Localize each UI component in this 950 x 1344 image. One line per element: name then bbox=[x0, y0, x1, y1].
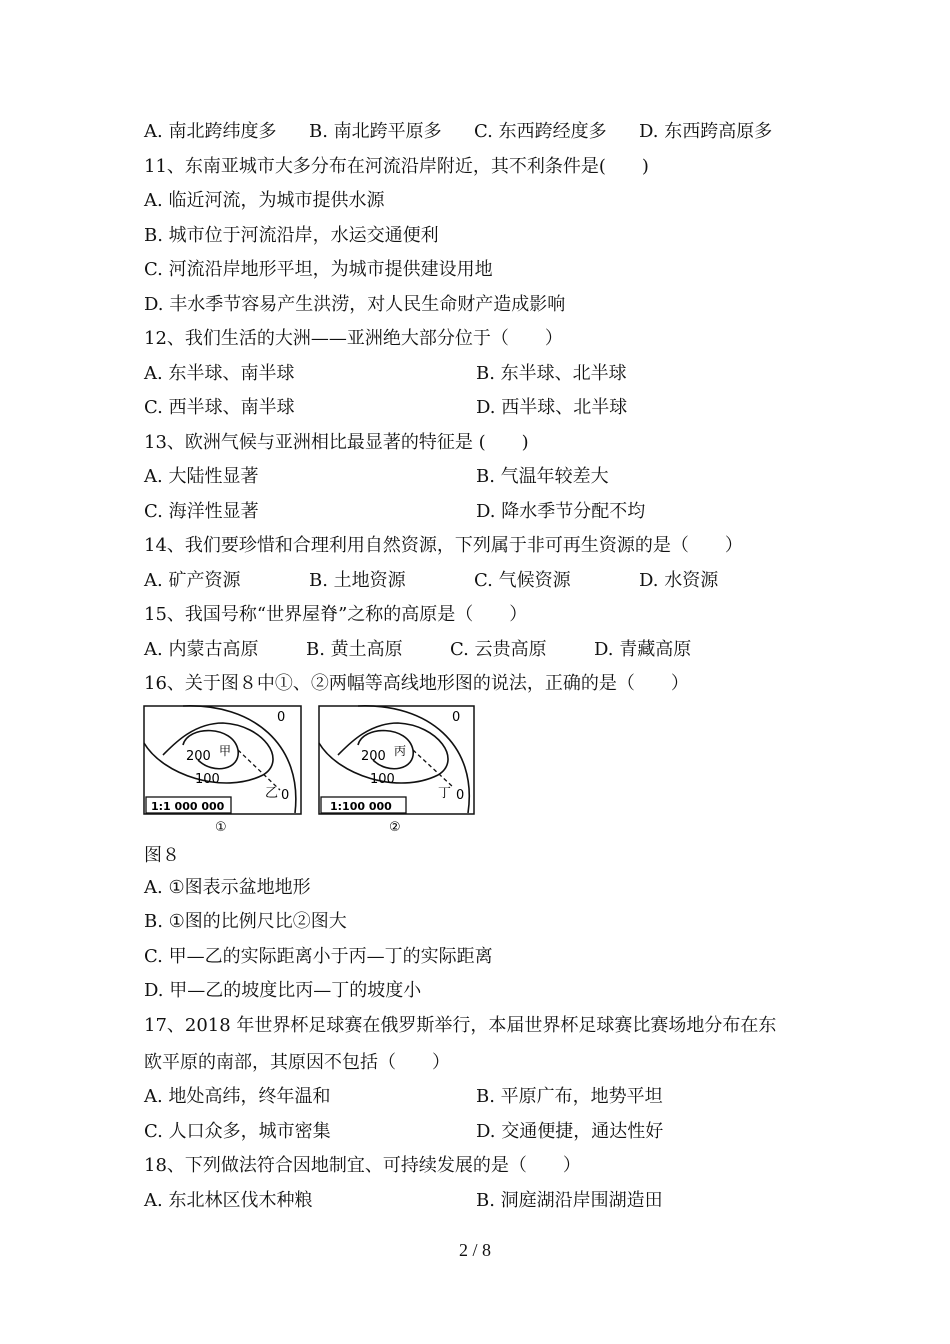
contour-label-100: 100 bbox=[370, 772, 395, 787]
option-text: B. 黄土高原 bbox=[306, 639, 403, 660]
option-text: B. 平原广布，地势平坦 bbox=[476, 1086, 663, 1107]
contour-label-0: 0 bbox=[281, 788, 290, 803]
text-line: A. ①图表示盆地地形 bbox=[144, 877, 311, 898]
option-row bbox=[144, 635, 844, 665]
scale-label: 1:1 000 000 bbox=[151, 800, 225, 813]
option-text: C. 人口众多，城市密集 bbox=[144, 1121, 331, 1142]
option-row bbox=[144, 1082, 844, 1112]
option-row bbox=[144, 462, 844, 492]
option-row bbox=[144, 393, 844, 423]
map-caption: ② bbox=[389, 820, 401, 835]
option-row bbox=[144, 1186, 844, 1216]
text-line: 欧平原的南部，其原因不包括（ ） bbox=[144, 1052, 450, 1073]
text-line: 图８ bbox=[144, 845, 180, 866]
text-line: A. 临近河流，为城市提供水源 bbox=[144, 190, 385, 211]
text-line: C. 河流沿岸地形平坦，为城市提供建设用地 bbox=[144, 259, 493, 280]
option-text: A. 大陆性显著 bbox=[144, 466, 259, 487]
contour-map-figure bbox=[143, 705, 478, 835]
text-line: D. 丰水季节容易产生洪涝，对人民生命财产造成影响 bbox=[144, 294, 566, 315]
question-text: 12、我们生活的大洲——亚洲绝大部分位于（ ） bbox=[144, 328, 563, 349]
contour-map-1 bbox=[144, 706, 301, 835]
contour-label-0: 0 bbox=[452, 710, 461, 725]
option-text: B. 洞庭湖沿岸围湖造田 bbox=[476, 1190, 663, 1211]
option-text: C. 气候资源 bbox=[474, 570, 571, 591]
question-text: 13、欧洲气候与亚洲相比最显著的特征是 ( ) bbox=[144, 432, 529, 453]
option-text: C. 海洋性显著 bbox=[144, 501, 259, 522]
option-text: D. 青藏高原 bbox=[594, 639, 692, 660]
option-text: D. 东西跨高原多 bbox=[639, 121, 773, 142]
option-text: C. 东西跨经度多 bbox=[474, 121, 607, 142]
option-text: B. 土地资源 bbox=[309, 570, 406, 591]
option-row bbox=[144, 566, 844, 596]
option-text: B. 气温年较差大 bbox=[476, 466, 609, 487]
option-text: A. 南北跨纬度多 bbox=[144, 121, 277, 142]
point-c-label: 丙 bbox=[394, 744, 407, 758]
question-text: 16、关于图８中①、②两幅等高线地形图的说法，正确的是（ ） bbox=[144, 673, 689, 694]
contour-label-0: 0 bbox=[277, 710, 286, 725]
question-text: 15、我国号称“世界屋脊”之称的高原是（ ） bbox=[144, 604, 528, 625]
question-text: 11、东南亚城市大多分布在河流沿岸附近，其不利条件是( ) bbox=[144, 156, 649, 177]
text-line: B. 城市位于河流沿岸，水运交通便利 bbox=[144, 225, 439, 246]
contour-label-100: 100 bbox=[195, 772, 220, 787]
option-text: D. 水资源 bbox=[639, 570, 719, 591]
option-text: C. 西半球、南半球 bbox=[144, 397, 295, 418]
text-line: B. ①图的比例尺比②图大 bbox=[144, 911, 347, 932]
option-row bbox=[144, 1117, 844, 1147]
option-row bbox=[144, 497, 844, 527]
option-text: A. 东北林区伐木种粮 bbox=[144, 1190, 313, 1211]
question-text: 17、2018 年世界杯足球赛在俄罗斯举行，本届世界杯足球赛比赛场地分布在东 bbox=[144, 1015, 777, 1036]
point-b-label: 乙 bbox=[265, 786, 279, 801]
question-text: 14、我们要珍惜和合理利用自然资源，下列属于非可再生资源的是（ ） bbox=[144, 535, 743, 556]
text-line: C. 甲—乙的实际距离小于丙—丁的实际距离 bbox=[144, 946, 493, 967]
option-text: D. 交通便捷，通达性好 bbox=[476, 1121, 664, 1142]
option-row bbox=[144, 117, 844, 147]
option-text: A. 矿产资源 bbox=[144, 570, 241, 591]
map-caption: ① bbox=[215, 820, 227, 835]
option-text: C. 云贵高原 bbox=[450, 639, 547, 660]
option-text: A. 地处高纬，终年温和 bbox=[144, 1086, 331, 1107]
page-number: 2 / 8 bbox=[458, 1240, 491, 1260]
contour-label-0: 0 bbox=[456, 788, 465, 803]
text-line: D. 甲—乙的坡度比丙—丁的坡度小 bbox=[144, 980, 422, 1001]
option-text: B. 东半球、北半球 bbox=[476, 363, 627, 384]
option-text: A. 内蒙古高原 bbox=[144, 639, 259, 660]
option-text: B. 南北跨平原多 bbox=[309, 121, 442, 142]
question-text: 18、下列做法符合因地制宜、可持续发展的是（ ） bbox=[144, 1155, 581, 1176]
contour-label-200: 200 bbox=[361, 749, 386, 764]
point-d-label: 丁 bbox=[438, 786, 452, 801]
option-text: D. 降水季节分配不均 bbox=[476, 501, 646, 522]
contour-label-200: 200 bbox=[186, 749, 211, 764]
point-a-label: 甲 bbox=[219, 744, 232, 758]
contour-map-2 bbox=[319, 706, 474, 835]
option-row bbox=[144, 359, 844, 389]
option-text: D. 西半球、北半球 bbox=[476, 397, 628, 418]
scale-label: 1:100 000 bbox=[330, 800, 392, 813]
option-text: A. 东半球、南半球 bbox=[144, 363, 295, 384]
